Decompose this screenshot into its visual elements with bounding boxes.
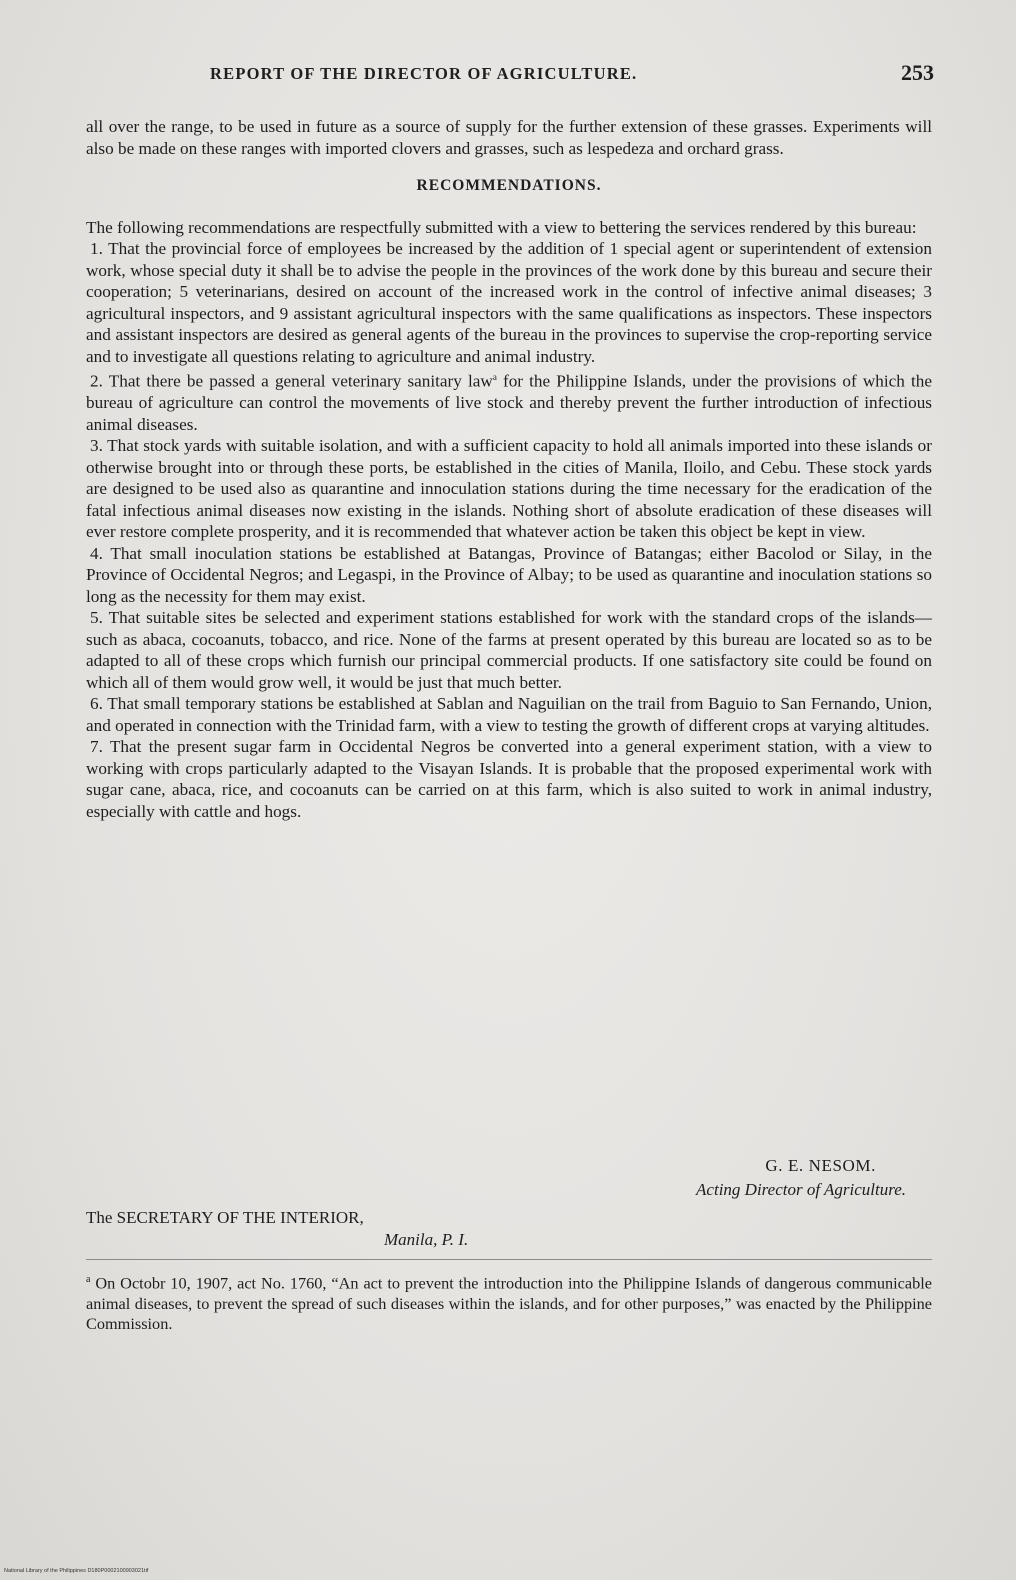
footnote [86,1270,932,1335]
recommendation-5: 5. That suitable sites be selected and experiment stations established for work with the standard crops of the islands—such as abaca, cocoanuts, tobacco, and rice. None of the farms at present operated by this bureau are located so as to be adapted to all of these crops which furnish our principal commercial products. If one satisfactory site could be found on which all of them would grow well, it would be just that much better. [86,608,932,692]
footnote-text: On Octobr 10, 1907, act No. 1760, “An act to prevent the introduction into the Philippine Islands of dangerous communicable animal diseases, to prevent the spread of such diseases within the islands, and for other purposes,” was enacted by the Philippine Commission. [86,1273,933,1334]
footnote-divider [86,1259,932,1260]
page-number: 253 [901,60,934,85]
page-body [86,116,932,822]
footnote-mark: a [86,1274,91,1285]
signatory-title: Acting Director of Agriculture. [696,1180,906,1199]
recommendation-7: 7. That the present sugar farm in Occidental Negros be converted into a general experiment station, with a view to working with crops particularly adapted to the Visayan Islands. It is probable that the proposed experimental work with sugar cane, abaca, rice, and cocoanuts can be carried on at this farm, which is also suited to work in animal industry, especially with cattle and hogs. [86,737,932,821]
intro-paragraph: The following recommendations are respectfully submitted with a view to bettering the services rendered by this bureau: [86,217,917,237]
addressee-location: Manila, P. I. [384,1230,469,1249]
recommendation-1: 1. That the provincial force of employees be increased by the addition of 1 special agent or superintendent of extension work, whose special duty it shall be to advise the people in the provinces of the work done by this bureau and secure their cooperation; 5 veterinarians, desired on account of the increased work in the control of infective animal diseases; 3 agricultural inspectors, and 9 assistant agricultural inspectors with the same qualifications as inspectors. These inspectors and assistant inspectors are desired as general agents of the bureau in the provinces to supervise the crop-reporting service and to investigate all questions relating to agriculture and animal industry. [86,239,932,366]
scan-credit: National Library of the Philippines D180P0002100903021tif [4,1568,149,1574]
recommendation-6: 6. That small temporary stations be established at Sablan and Naguilian on the trail from Baguio to San Fernando, Union, and operated in connection with the Trinidad farm, with a view to testing the growth of different crops at varying altitudes. [86,694,932,735]
recommendation-3: 3. That stock yards with suitable isolation, and with a sufficient capacity to hold all animals imported into these islands or otherwise brought into or through these ports, be established in the cities of Manila, Iloilo, and Cebu. These stock yards are designed to be used also as quarantine and innoculation stations during the time necessary for the eradication of the fatal infectious animal diseases now existing in the islands. Nothing short of absolute eradication of these diseases will ever restore complete prosperity, and it is recommended that whatever action be taken this object be kept in view. [86,436,932,542]
running-title: REPORT OF THE DIRECTOR OF AGRICULTURE. [210,64,638,83]
footnote-reference-mark: a [492,372,497,382]
addressee: The SECRETARY OF THE INTERIOR, [86,1208,364,1227]
page-header [82,60,934,92]
signatory-name: G. E. NESOM. [765,1156,876,1175]
recommendation-2 [86,367,932,435]
recommendation-4: 4. That small inoculation stations be established at Batangas, Province of Batangas; either Bacolod or Silay, in the Province of Occidental Negros; and Legaspi, in the Province of Albay; to be used as quarantine and inoculation stations so long as the necessity for them may exist. [86,543,932,606]
continuation-paragraph: all over the range, to be used in future as a source of supply for the further extension of these grasses. Experiments will also be made on these ranges with imported clovers and grasses, such as lespedeza and orchard grass. [86,117,932,158]
recommendation-2-text-b: for the Philippine Islands, under the provisions of which the bureau of agriculture can control the movements of live stock and thereby prevent the further introduction of infectious animal diseases. [86,371,932,434]
recommendation-2-text-a: 2. That there be passed a general veterinary sanitary law [90,371,493,391]
section-heading: RECOMMENDATIONS. [416,177,602,194]
signature-block [86,1156,932,1249]
